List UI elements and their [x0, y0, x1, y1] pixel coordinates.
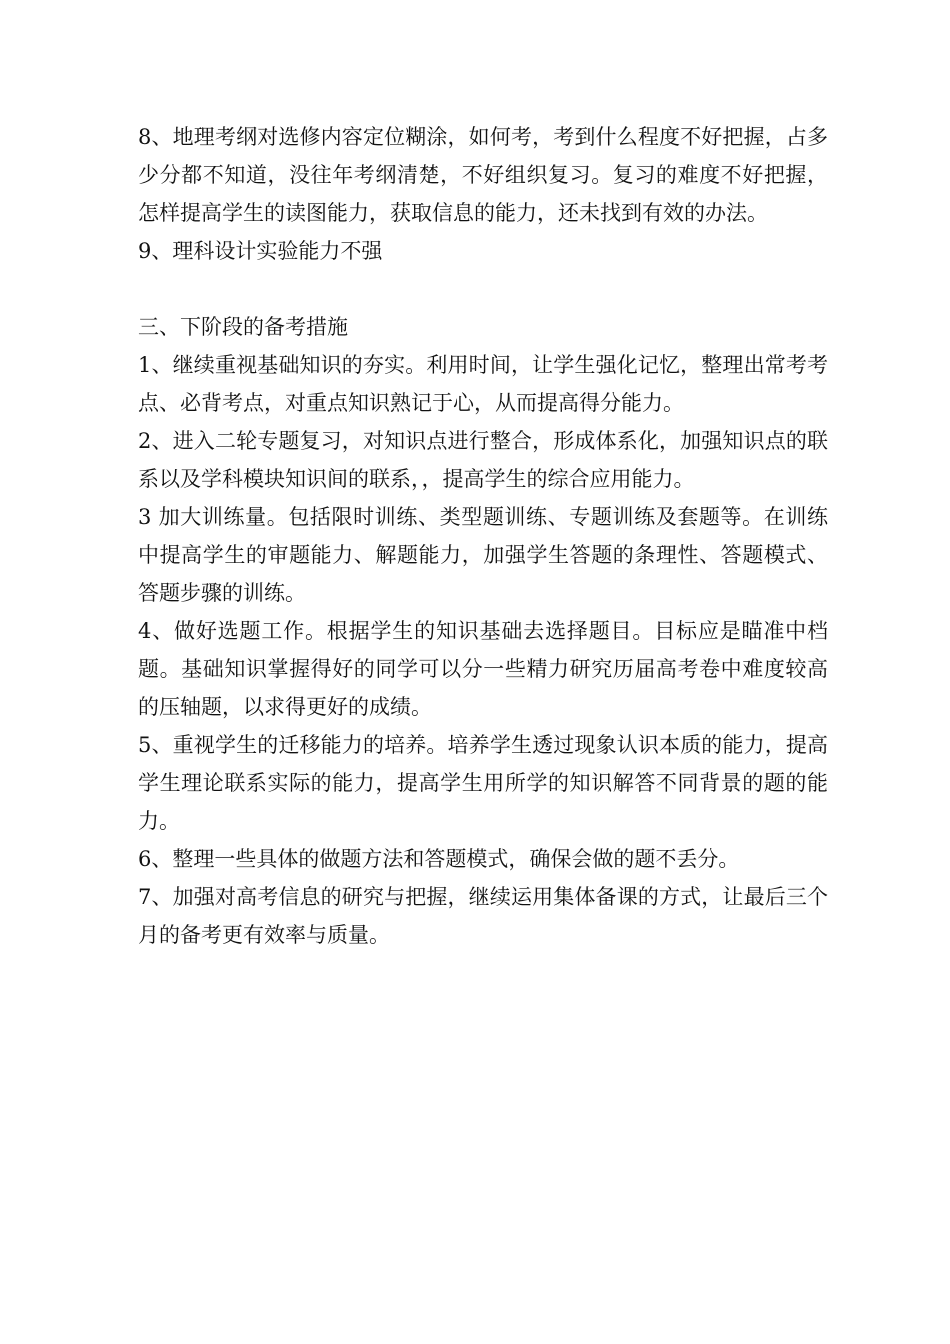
section-heading: 三、下阶段的备考措施 [138, 315, 348, 339]
document-body [138, 118, 828, 954]
paragraph-item-8: 8、地理考纲对选修内容定位糊涂，如何考，考到什么程度不好把握，占多少分都不知道，没往年考纲清楚，不好组织复习。复习的难度不好把握，怎样提高学生的读图能力，获取信息的能力，还未找到有效的办法。 [138, 125, 828, 225]
measure-item-3: 3 加大训练量。包括限时训练、类型题训练、专题训练及套题等。在训练中提高学生的审题能力、解题能力，加强学生答题的条理性、答题模式、答题步骤的训练。 [138, 505, 828, 605]
measure-item-6: 6、整理一些具体的做题方法和答题模式，确保会做的题不丢分。 [138, 847, 740, 871]
measure-item-5: 5、重视学生的迁移能力的培养。培养学生透过现象认识本质的能力，提高学生理论联系实际的能力，提高学生用所学的知识解答不同背景的题的能力。 [138, 733, 828, 833]
measure-item-7: 7、加强对高考信息的研究与把握，继续运用集体备课的方式，让最后三个月的备考更有效率与质量。 [138, 885, 828, 947]
paragraph-item-9: 9、理科设计实验能力不强 [138, 239, 383, 263]
measure-item-4: 4、做好选题工作。根据学生的知识基础去选择题目。目标应是瞄准中档题。基础知识掌握得好的同学可以分一些精力研究历届高考卷中难度较高的压轴题，以求得更好的成绩。 [138, 619, 828, 719]
measure-item-1: 1、继续重视基础知识的夯实。利用时间，让学生强化记忆，整理出常考考点、必背考点，对重点知识熟记于心，从而提高得分能力。 [138, 353, 828, 415]
paragraph-gap [138, 270, 828, 308]
measure-item-2: 2、进入二轮专题复习，对知识点进行整合，形成体系化，加强知识点的联系以及学科模块知识间的联系，，提高学生的综合应用能力。 [138, 429, 828, 491]
